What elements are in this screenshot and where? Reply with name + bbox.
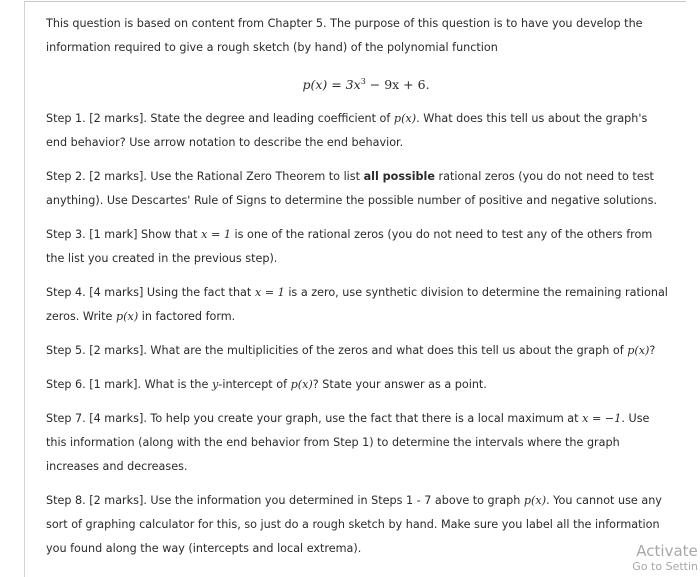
step-6-text-b: -intercept of <box>218 378 291 392</box>
step-8-line-2: sort of graphing calculator for this, so just do a rough sketch by hand. Make sure you label all the information <box>46 518 660 532</box>
step-5-text-b: ? <box>649 344 656 358</box>
step-4-line-2 <box>46 305 686 329</box>
step-7-line-1 <box>46 407 686 431</box>
step-5-line-1 <box>46 339 686 363</box>
step-6-text-c: ? State your answer as a point. <box>312 378 487 392</box>
step-7-math-xm1: x = −1 <box>582 412 622 426</box>
step-2-text-a: Step 2. [2 marks]. Use the Rational Zero Theorem to list <box>46 170 364 184</box>
step-1-line-1 <box>46 107 686 131</box>
step-2-bold-text: all possible <box>363 170 435 184</box>
step-3-math-x1: x = 1 <box>201 228 231 242</box>
step-1-text-b: . What does this tell us about the graph's <box>416 112 648 126</box>
watermark-line-1: Activate <box>636 542 698 560</box>
step-4-text-c: zeros. Write <box>46 310 116 324</box>
formula-lhs: p(x) = <box>302 77 346 93</box>
step-5-text-a: Step 5. [2 marks]. What are the multiplicities of the zeros and what does this tell us about the graph of <box>46 344 628 358</box>
step-3-text-a: Step 3. [1 mark] Show that <box>46 228 202 242</box>
step-7-text-a: Step 7. [4 marks]. To help you create your graph, use the fact that there is a local maximum at <box>46 412 583 426</box>
step-1 <box>46 107 686 155</box>
step-3-text-b: is one of the rational zeros (you do not need to test any of the others from <box>231 228 653 242</box>
step-4-text-d: in factored form. <box>138 310 236 324</box>
watermark-line-2: Go to Settin <box>632 560 698 573</box>
step-1-math-px: p(x) <box>393 112 417 126</box>
intro-line-2: information required to give a rough sketch (by hand) of the polynomial function <box>46 41 498 54</box>
left-border <box>24 1 25 577</box>
step-3-line-1 <box>46 223 686 247</box>
step-1-line-2: end behavior? Use arrow notation to describe the end behavior. <box>46 136 404 150</box>
formula-rest: − 9x + 6. <box>365 77 430 93</box>
top-border <box>24 1 686 2</box>
step-4-math-x1: x = 1 <box>254 286 285 300</box>
step-8-text-b: . You cannot use any <box>546 494 662 508</box>
step-4-text-b: is a zero, use synthetic division to determine the remaining rational <box>284 286 668 300</box>
step-5 <box>46 339 686 363</box>
formula-cubic-term: 3x <box>345 77 361 93</box>
step-7-line-2: this information (along with the end behavior from Step 1) to determine the intervals where the graph <box>46 436 620 450</box>
step-1-text-a: Step 1. [2 marks]. State the degree and leading coefficient of <box>46 112 394 126</box>
step-4-math-px: p(x) <box>116 310 139 324</box>
step-3 <box>46 223 686 271</box>
step-2-text-b: rational zeros (you do not need to test <box>434 170 654 184</box>
step-4-line-1 <box>46 281 686 305</box>
step-4-text-a: Step 4. [4 marks] Using the fact that <box>46 286 255 300</box>
step-6-math-px: p(x) <box>290 378 313 392</box>
step-6-line-1 <box>46 373 686 397</box>
step-2-line-2: anything). Use Descartes' Rule of Signs to determine the possible number of positive and negative solutions. <box>46 194 658 208</box>
step-6-math-y: y <box>211 378 219 392</box>
step-4 <box>46 281 686 329</box>
step-7-text-b: . Use <box>621 412 650 426</box>
step-7-line-3: increases and decreases. <box>46 460 188 474</box>
step-3-line-2: the list you created in the previous step). <box>46 252 278 266</box>
activate-windows-watermark <box>632 542 698 573</box>
step-6 <box>46 373 686 397</box>
step-7 <box>46 407 686 479</box>
step-2-line-1 <box>46 165 686 189</box>
question-document <box>46 12 686 561</box>
step-5-math-px: p(x) <box>627 344 650 358</box>
step-8-line-3: you found along the way (intercepts and local extrema). <box>46 542 362 556</box>
intro-line-1: This question is based on content from Chapter 5. The purpose of this question is to have you develop the <box>46 17 643 30</box>
step-8-text-a: Step 8. [2 marks]. Use the information you determined in Steps 1 - 7 above to graph <box>46 494 524 508</box>
step-8-line-1 <box>46 489 686 513</box>
formula-exponent: 3 <box>360 77 366 86</box>
step-6-text-a: Step 6. [1 mark]. What is the <box>46 378 212 392</box>
polynomial-formula <box>46 70 686 97</box>
step-8 <box>46 489 686 561</box>
step-8-math-px: p(x) <box>523 494 547 508</box>
step-2 <box>46 165 686 213</box>
intro-paragraph <box>46 12 686 60</box>
